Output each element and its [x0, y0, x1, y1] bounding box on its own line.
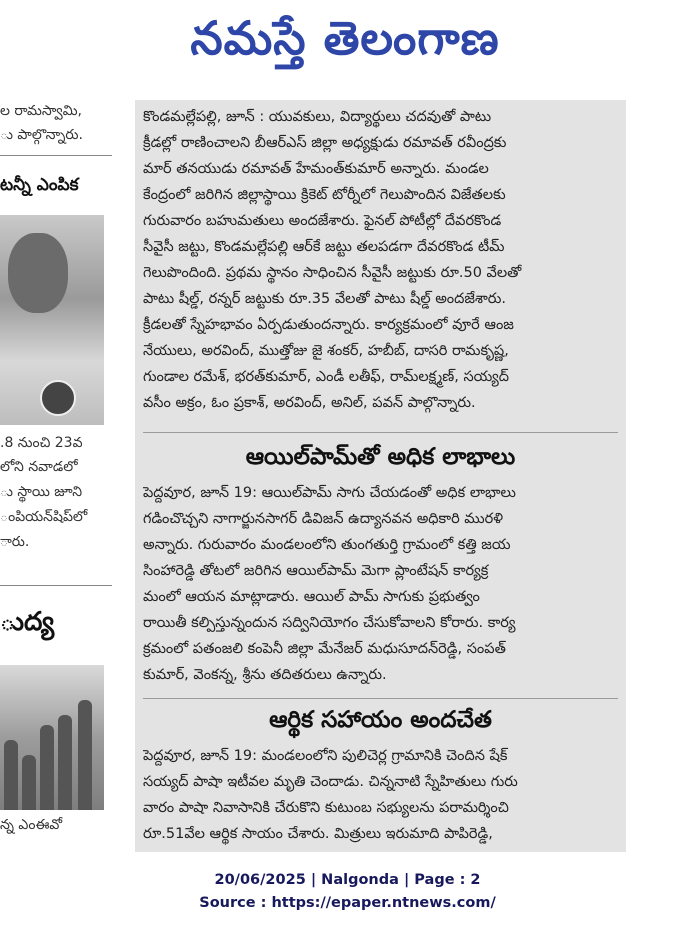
article-line: గెలుపొందింది. ప్రథమ స్థానం సాధించిన సీవైసీ జట్టుకు రూ.50 వేలతో	[143, 265, 522, 281]
left-text-fragment: ు స్థాయి జూని	[0, 484, 83, 500]
article-line: క్రీడలతో స్నేహభావం ఏర్పడుతుందన్నారు. కార్యక్రమంలో వూరే ఆంజ	[143, 317, 514, 333]
left-column-fragment	[0, 95, 112, 865]
article-line: పాటు షీల్డ్, రన్నర్ జట్టుకు రూ.35 వేలతో పాటు షీల్డ్ అందజేశారు.	[143, 291, 507, 307]
article-line: క్రీడల్లో రాణించాలని బీఆర్‌ఎస్ జిల్లా అధ్యక్షుడు రమావత్ రవీంద్రకు	[143, 135, 507, 151]
article-headline-financial-aid: ఆర్థిక సహాయం అందచేత	[269, 707, 492, 733]
article-line: గడించొచ్చని నాగార్జునసాగర్ డివిజన్ ఉద్యానవన అధికారి మురళి	[143, 511, 504, 527]
footer-source-link[interactable]: Source : https://epaper.ntnews.com/	[199, 895, 496, 911]
article-line: పెద్దవూర, జూన్ 19: ఆయిల్‌పామ్ సాగు చేయడంతో అధిక లాభాలు	[143, 485, 516, 501]
left-text-fragment: ంపియన్‌షిప్‌లో	[0, 509, 88, 525]
left-text-fragment: .8 నుంచి 23వ	[0, 435, 83, 451]
article-line: రూ.51వేల ఆర్థిక సాయం చేశారు. మిత్రులు ఇరుమాది పాపిరెడ్డి,	[143, 826, 493, 842]
photo-person	[22, 755, 36, 810]
article-line: క్రమంలో పతంజలి కంపెనీ జిల్లా మేనేజర్ మధుసూదన్‌రెడ్డి, సంపత్	[143, 641, 506, 657]
article-financial-aid-body	[143, 743, 619, 847]
article-headline-oilpalm: ఆయిల్‌పామ్‌తో అధిక లాభాలు	[245, 444, 516, 470]
article-cricket-body	[143, 104, 619, 416]
photo-person	[58, 715, 72, 810]
article-panel	[135, 100, 626, 852]
column-divider	[0, 155, 112, 156]
photo-person	[40, 725, 54, 810]
column-divider	[0, 585, 112, 586]
article-line: వారం పాషా నివాసానికి చేరుకొని కుటుంబ సభ్యులను పరామర్శించి	[143, 800, 509, 816]
article-line: గురువారం బహుమతులు అందజేశారు. ఫైనల్ పోటీల్లో దేవరకొండ	[143, 213, 502, 229]
footer-date-edition: 20/06/2025 | Nalgonda | Page : 2	[214, 872, 481, 888]
photo-person	[78, 700, 92, 810]
photo-person	[4, 740, 18, 810]
article-line: గుండాల రమేశ్, భరత్‌కుమార్, ఎండీ లతీఫ్, రామ్‌లక్ష్మణ్, సయ్యద్	[143, 369, 510, 385]
article-line: సీవైసీ జట్టు, కొండమల్లేపల్లి ఆర్‌కే జట్టు తలపడగా దేవరకొండ టీమ్	[143, 239, 505, 255]
left-text-fragment: లోని నవాడలో	[0, 459, 78, 475]
article-line: కేంద్రంలో జరిగిన జిల్లాస్థాయి క్రికెట్ టోర్నీలో గెలుపొందిన విజేతలకు	[143, 187, 506, 203]
left-headline: ుద్య	[0, 607, 55, 637]
article-line: నేయులు, అరవింద్, ముత్తోజు జై శంకర్, హబీబ్, దాసరి రామకృష్ణ,	[143, 343, 509, 359]
masthead-logo: నమస్తే తెలంగాణ	[190, 11, 500, 65]
article-divider	[143, 432, 618, 433]
left-text-fragment: ు పాల్గొన్నారు.	[0, 127, 83, 143]
article-line: కుమార్, వెంకన్న, శ్రీను తదితరులు ఉన్నారు.	[143, 667, 387, 683]
left-text-fragment: ారు.	[0, 534, 30, 550]
group-photo	[0, 665, 104, 810]
photo-subject	[8, 233, 68, 313]
article-line: మంలో ఆయన మాట్లాడారు. ఆయిల్ పామ్ సాగుకు ప్రభుత్వం	[143, 589, 480, 605]
article-oilpalm-body	[143, 480, 619, 688]
article-line: అన్నారు. గురువారం మండలంలోని తుంగతుర్తి గ్రామంలో కత్తి జయ	[143, 537, 511, 553]
left-headline: టన్నీ ఎంపిక	[0, 175, 79, 195]
article-line: మార్ తనయుడు రమావత్ హేమంత్‌కుమార్ అన్నారు. మండల	[143, 161, 489, 177]
left-text-fragment: ల రామస్వామి,	[0, 103, 82, 119]
athlete-photo	[0, 215, 104, 425]
left-text-fragment: న్న ఎంఈవో	[0, 817, 63, 833]
jersey-emblem	[40, 380, 76, 416]
article-divider	[143, 698, 618, 699]
article-line: కొండమల్లేపల్లి, జూన్ : యువకులు, విద్యార్థులు చదవుతో పాటు	[143, 109, 492, 125]
article-line: వసీం అక్రం, ఓం ప్రకాశ్, అరవింద్, అనిల్, పవన్ పాల్గొన్నారు.	[143, 395, 476, 411]
article-line: సింహారెడ్డి తోటలో జరిగిన ఆయిల్‌పామ్ మెగా ప్లాంటేషన్ కార్యక్ర	[143, 563, 489, 579]
article-line: రాయితీ కల్పిస్తున్నందున సద్వినియోగం చేసుకోవాలని కోరారు. కార్య	[143, 615, 516, 631]
article-line: పెద్దవూర, జూన్ 19: మండలంలోని పులిచెర్ల గ్రామానికి చెందిన షేక్	[143, 748, 508, 764]
article-line: సయ్యద్ పాషా ఇటీవల మృతి చెందాడు. చిన్ననాటి స్నేహితులు గురు	[143, 774, 518, 790]
